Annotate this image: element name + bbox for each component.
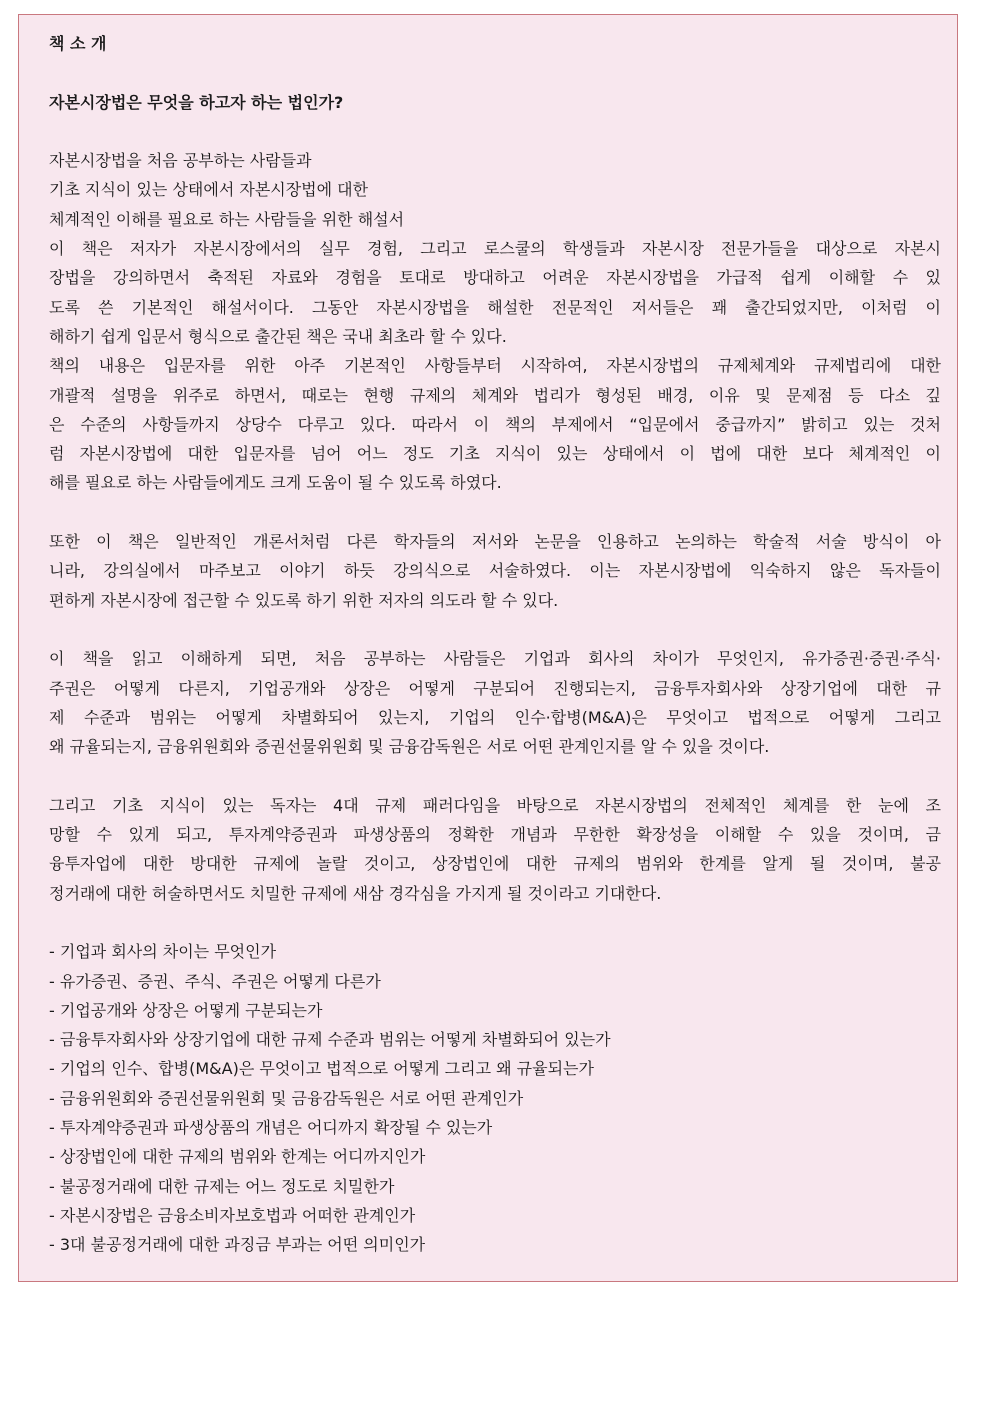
intro-line: 체계적인 이해를 필요로 하는 사람들을 위한 해설서 [49, 209, 405, 229]
paragraph-line: 개괄적 설명을 위주로 하면서, 때로는 현행 규제의 체계와 법리가 형성된 배경, 이유 및 문제점 등 다소 깊 [49, 385, 941, 405]
question-item: - 3대 불공정거래에 대한 과징금 부과는 어떤 의미인가 [49, 1235, 426, 1255]
paragraph-about-book [49, 234, 941, 351]
question-item: - 기업의 인수、합병(M&A)은 무엇이고 법적으로 어떻게 그리고 왜 규율되는가 [49, 1059, 594, 1079]
paragraph-line: 제 수준과 범위는 어떻게 차별화되어 있는지, 기업의 인수·합병(M&A)은 무엇이고 법적으로 어떻게 그리고 [49, 707, 941, 727]
paragraph-line: 그리고 기초 지식이 있는 독자는 4대 규제 패러다임을 바탕으로 자본시장법의 전체적인 체계를 한 눈에 조 [49, 795, 941, 815]
paragraph-line: 해를 필요로 하는 사람들에게도 크게 도움이 될 수 있도록 하였다. [49, 473, 502, 493]
paragraph-line: 융투자업에 대한 방대한 규제에 놀랄 것이고, 상장법인에 대한 규제의 범위와 한계를 알게 될 것이며, 불공 [49, 854, 941, 874]
question-item: - 유가증권、증권、주식、주권은 어떻게 다른가 [49, 971, 381, 991]
paragraph-line: 왜 규율되는지, 금융위원회와 증권선물위원회 및 금융감독원은 서로 어떤 관계인지를 알 수 있을 것이다. [49, 737, 770, 757]
question-item: - 기업과 회사의 차이는 무엇인가 [49, 942, 277, 962]
question-item: - 투자계약증권과 파생상품의 개념은 어디까지 확장될 수 있는가 [49, 1117, 493, 1137]
paragraph-line: 편하게 자본시장에 접근할 수 있도록 하기 위한 저자의 의도라 할 수 있다. [49, 590, 559, 610]
paragraph-line: 도록 쓴 기본적인 해설서이다. 그동안 자본시장법을 해설한 전문적인 저서들은 꽤 출간되었지만, 이처럼 이 [49, 297, 941, 317]
spacer [49, 117, 941, 146]
section-label: 책 소 개 [49, 34, 107, 53]
question-item: - 상장법인에 대한 규제의 범위와 한계는 어디까지인가 [49, 1147, 426, 1167]
spacer [49, 498, 941, 527]
question-item: - 자본시장법은 금융소비자보호법과 어떠한 관계인가 [49, 1205, 416, 1225]
paragraph-line: 장법을 강의하면서 축적된 자료와 경험을 토대로 방대하고 어려운 자본시장법을 가급적 쉽게 이해할 수 있 [49, 268, 941, 288]
paragraph-writing-style [49, 527, 941, 615]
spacer [49, 615, 941, 644]
paragraph-line: 또한 이 책은 일반적인 개론서처럼 다른 학자들의 저서와 논문을 인용하고 논의하는 학술적 서술 방식이 아 [49, 532, 941, 552]
paragraph-line: 망할 수 있게 되고, 투자계약증권과 파생상품의 정확한 개념과 무한한 확장성을 이해할 수 있을 것이며, 금 [49, 825, 941, 845]
spacer [49, 761, 941, 790]
paragraph-beginner-outcomes [49, 644, 941, 761]
spacer [49, 908, 941, 937]
paragraph-contents [49, 351, 941, 497]
paragraph-line: 주권은 어떻게 다른지, 기업공개와 상장은 어떻게 구분되어 진행되는지, 금융투자회사와 상장기업에 대한 규 [49, 678, 941, 698]
paragraph-line: 이 책을 읽고 이해하게 되면, 처음 공부하는 사람들은 기업과 회사의 차이가 무엇인지, 유가증권·증권·주식· [49, 649, 941, 669]
paragraph-line: 니라, 강의실에서 마주보고 이야기 하듯 강의식으로 서술하였다. 이는 자본시장법에 익숙하지 않은 독자들이 [49, 561, 941, 581]
question-item: - 금융투자회사와 상장기업에 대한 규제 수준과 범위는 어떻게 차별화되어 있는가 [49, 1030, 611, 1050]
intro-block [49, 146, 941, 234]
paragraph-line: 이 책은 저자가 자본시장에서의 실무 경험, 그리고 로스쿨의 학생들과 자본시장 전문가들을 대상으로 자본시 [49, 239, 941, 259]
paragraph-line: 은 수준의 사항들까지 상당수 다루고 있다. 따라서 이 책의 부제에서 “입문에서 중급까지” 밝히고 있는 것처 [49, 414, 941, 434]
paragraph-line: 책의 내용은 입문자를 위한 아주 기본적인 사항들부터 시작하여, 자본시장법의 규제체계와 규제법리에 대한 [49, 356, 941, 376]
question-item: - 금융위원회와 증권선물위원회 및 금융감독원은 서로 어떤 관계인가 [49, 1088, 524, 1108]
paragraph-line: 정거래에 대한 허술하면서도 치밀한 규제에 새삼 경각심을 가지게 될 것이라고 기대한다. [49, 883, 662, 903]
question-item: - 기업공개와 상장은 어떻게 구분되는가 [49, 1000, 323, 1020]
intro-line: 기초 지식이 있는 상태에서 자본시장법에 대한 [49, 180, 369, 200]
book-introduction-box [18, 14, 958, 1282]
paragraph-line: 해하기 쉽게 입문서 형식으로 출간된 책은 국내 최초라 할 수 있다. [49, 326, 507, 346]
question-item: - 불공정거래에 대한 규제는 어느 정도로 치밀한가 [49, 1176, 395, 1196]
intro-line: 자본시장법을 처음 공부하는 사람들과 [49, 151, 312, 171]
paragraph-advanced-outcomes [49, 791, 941, 908]
question-list [49, 937, 941, 1259]
heading: 자본시장법은 무엇을 하고자 하는 법인가? [49, 92, 344, 112]
paragraph-line: 럼 자본시장법에 대한 입문자를 넘어 어느 정도 기초 지식이 있는 상태에서 이 법에 대한 보다 체계적인 이 [49, 444, 941, 464]
spacer [49, 58, 941, 87]
